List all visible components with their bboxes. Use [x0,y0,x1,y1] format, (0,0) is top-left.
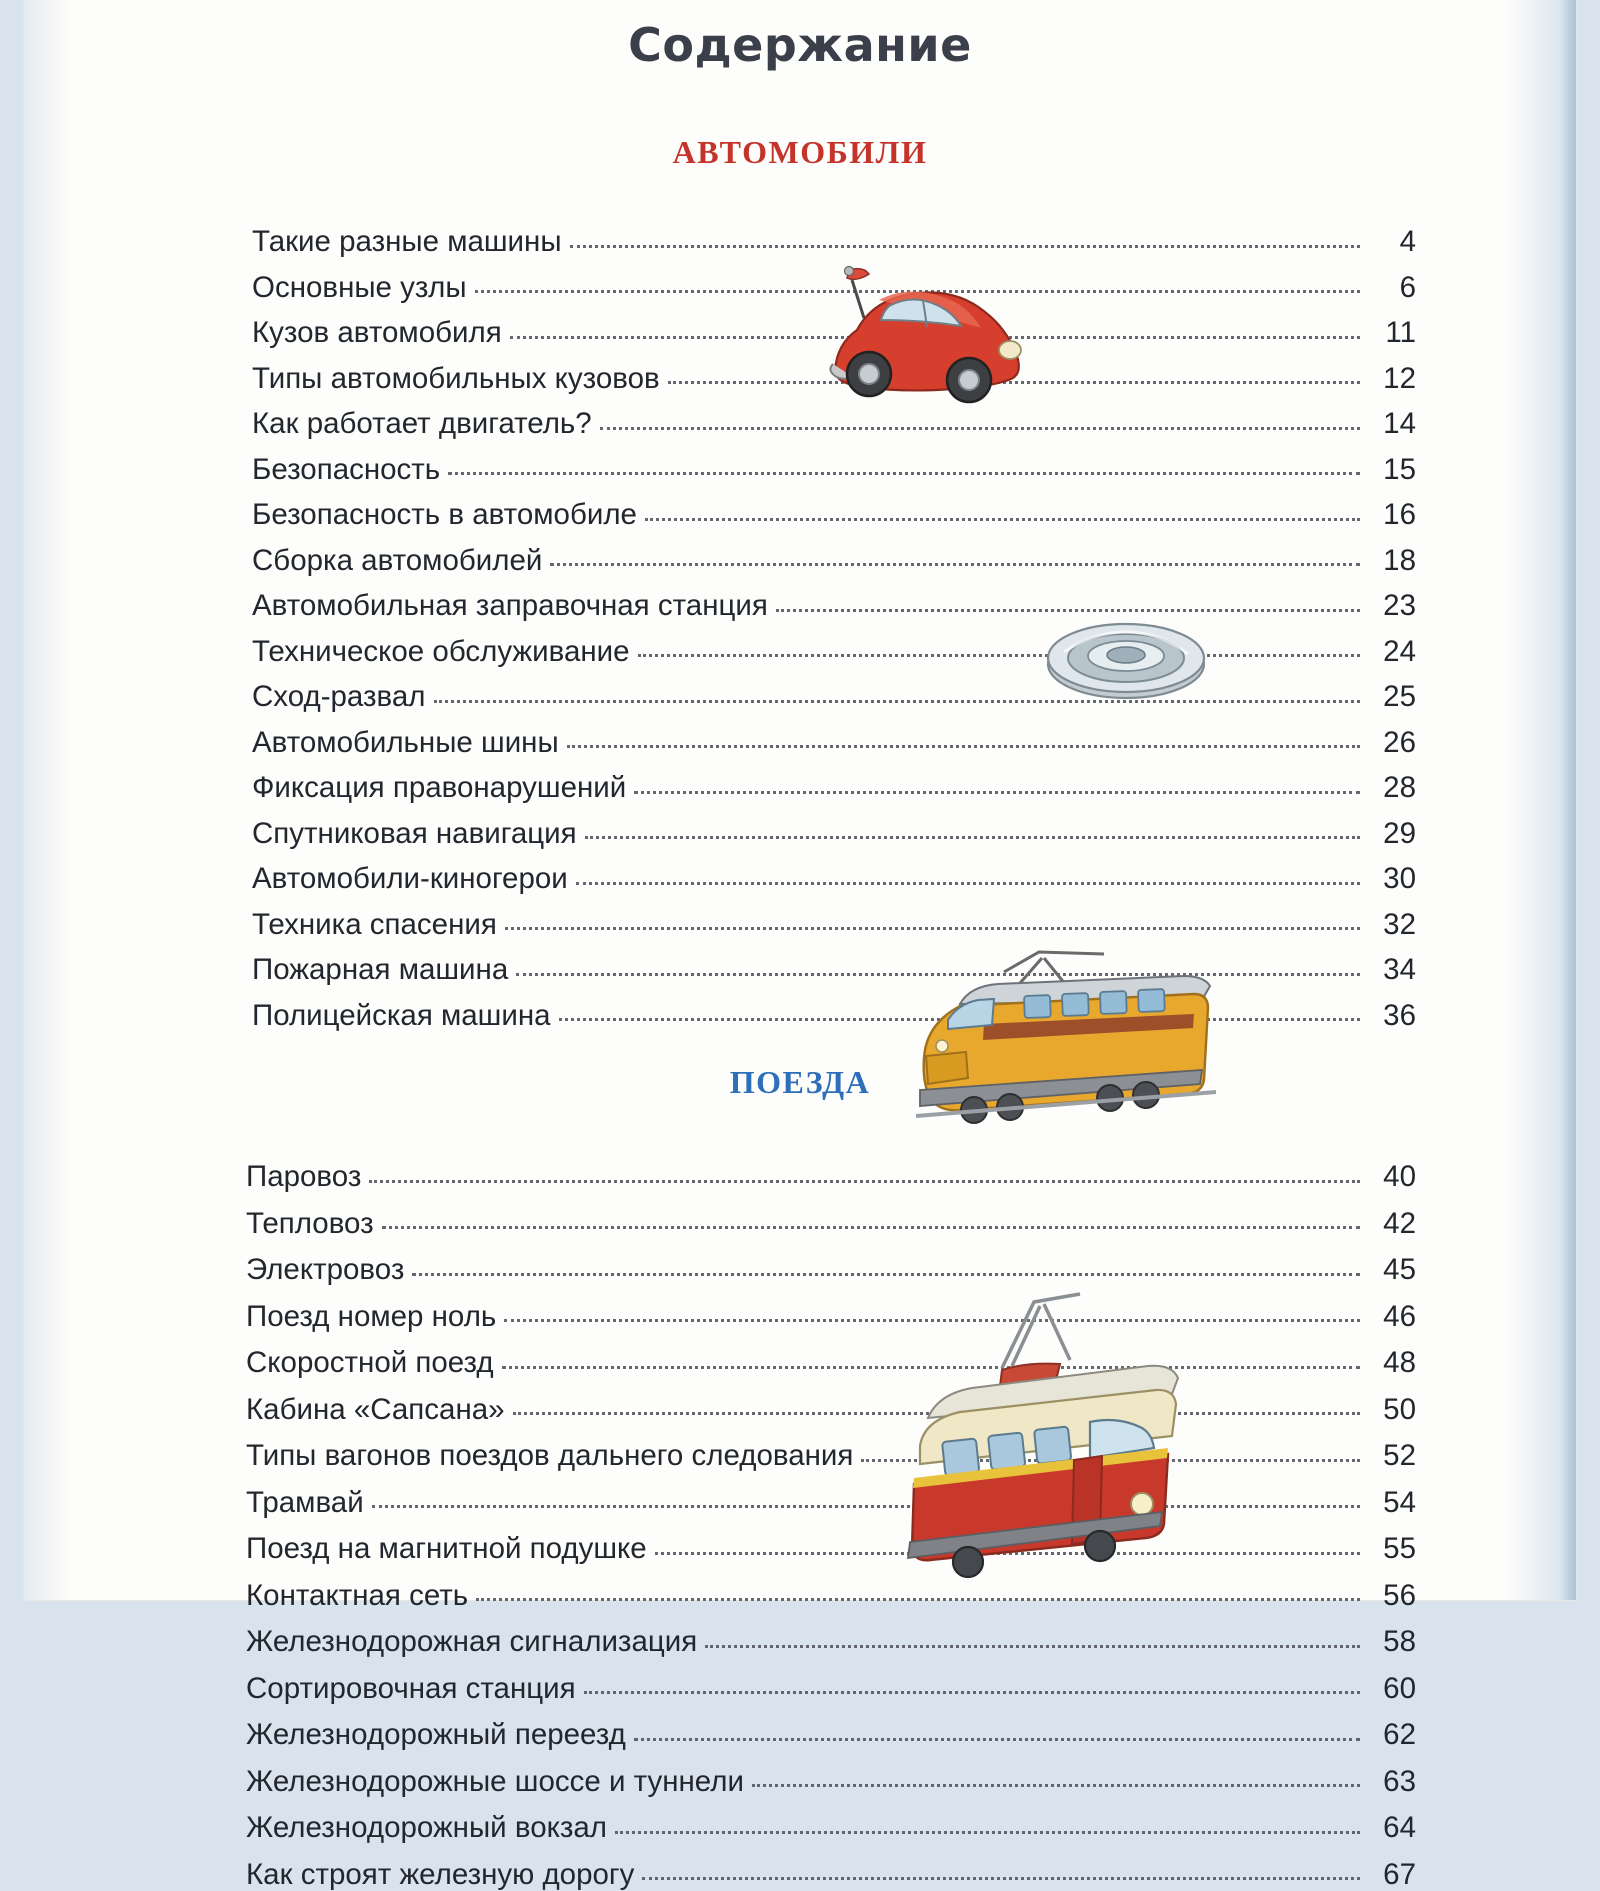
toc-entry-title: Контактная сеть [246,1578,469,1612]
toc-entry-title: Автомобильная заправочная станция [252,589,768,622]
book-page [24,0,1576,1891]
toc-entry-title: Типы автомобильных кузовов [252,361,660,395]
toc-leader [752,1784,1360,1787]
toc-entry[interactable] [24,1238,1576,1285]
toc-entry[interactable] [24,484,1576,530]
section-heading-cars: АВТОМОБИЛИ [672,134,928,170]
toc-entry-title: Электровоз [246,1253,405,1286]
toc-leader [510,336,1360,339]
toc-entry-title: Железнодорожная сигнализация [246,1625,698,1658]
toc-entry[interactable] [24,1192,1576,1239]
toc-entry-title: Сборка автомобилей [252,543,543,577]
toc-entry[interactable] [24,803,1576,849]
toc-entry-title: Пожарная машина [252,953,509,986]
toc-entry-title: Техническое обслуживание [252,634,630,668]
toc-entry-title: Паровоз [246,1160,362,1193]
toc-entry-title: Безопасность в автомобиле [252,498,637,531]
toc-leader [642,1877,1360,1880]
toc-entry-title: Железнодорожные шоссе и туннели [246,1764,744,1798]
toc-entry-title: Трамвай [246,1485,364,1519]
toc-list-cars [24,211,1576,1030]
toc-leader [570,245,1360,248]
toc-leader [434,700,1361,703]
toc-leader [475,290,1360,293]
toc-entry-title: Поезд номер ноль [246,1299,497,1333]
toc-entry-page: 23 [1383,589,1416,622]
toc-entry-page: 54 [1383,1485,1416,1519]
toc-leader [550,563,1360,566]
toc-entry[interactable] [24,1331,1576,1378]
toc-entry[interactable] [24,257,1576,303]
toc-entry-page: 11 [1385,316,1416,349]
page-title: Содержание [628,18,972,72]
toc-leader [502,1366,1360,1369]
toc-entry[interactable] [24,575,1576,621]
toc-entry-page: 52 [1383,1439,1416,1472]
toc-entry-title: Фиксация правонарушений [252,771,627,804]
toc-entry-page: 34 [1383,953,1416,986]
toc-leader [615,1831,1360,1834]
toc-leader [476,1598,1360,1601]
toc-entry-page: 50 [1383,1392,1416,1426]
toc-entry[interactable] [24,1843,1576,1890]
toc-entry-title: Сход-развал [252,680,426,713]
toc-leader [668,381,1360,384]
toc-entry-title: Как работает двигатель? [252,407,592,440]
toc-entry-page: 56 [1383,1578,1416,1612]
toc-leader [567,745,1360,748]
toc-entry[interactable] [24,1285,1576,1332]
toc-entry[interactable] [24,1145,1576,1192]
toc-entry-title: Железнодорожный переезд [246,1718,626,1751]
section-heading-trains: ПОЕЗДА [729,1064,871,1100]
toc-entry-page: 40 [1383,1160,1416,1193]
toc-entry-page: 26 [1383,725,1416,759]
toc-entry[interactable] [24,530,1576,576]
toc-entry-page: 63 [1383,1764,1416,1798]
toc-entry-title: Кабина «Сапсана» [246,1392,505,1426]
toc-leader [705,1645,1360,1648]
toc-entry[interactable] [24,1424,1576,1471]
toc-leader [516,973,1360,976]
toc-entry[interactable] [24,621,1576,667]
toc-entry-title: Железнодорожный вокзал [246,1811,607,1844]
toc-entry[interactable] [24,393,1576,439]
toc-entry[interactable] [24,757,1576,803]
toc-entry[interactable] [24,1703,1576,1750]
toc-entry-page: 46 [1383,1299,1416,1333]
toc-leader [634,1738,1360,1741]
toc-entry[interactable] [24,1378,1576,1425]
toc-leader [655,1552,1360,1555]
toc-list-trains [24,1145,1576,1889]
toc-leader [369,1180,1360,1183]
toc-entry[interactable] [24,1796,1576,1843]
toc-entry-page: 45 [1383,1253,1416,1286]
toc-entry[interactable] [24,1657,1576,1704]
toc-entry[interactable] [24,1610,1576,1657]
toc-leader [382,1226,1360,1229]
toc-leader [505,927,1360,930]
toc-entry-title: Техника спасения [252,907,497,941]
toc-entry[interactable] [24,211,1576,257]
toc-leader [600,427,1360,430]
toc-leader [584,1691,1360,1694]
toc-entry[interactable] [24,894,1576,940]
toc-entry-title: Кузов автомобиля [252,316,502,349]
toc-entry[interactable] [24,302,1576,348]
toc-leader [576,882,1360,885]
toc-entry-page: 16 [1383,498,1416,531]
toc-entry[interactable] [24,985,1576,1031]
toc-entry[interactable] [24,1564,1576,1611]
toc-entry-page: 55 [1383,1532,1416,1565]
toc-entry[interactable] [24,666,1576,712]
toc-entry-page: 14 [1383,407,1416,440]
toc-entry-page: 15 [1383,452,1416,486]
toc-entry-page: 6 [1399,270,1416,304]
toc-leader [585,836,1360,839]
toc-leader [372,1505,1360,1508]
toc-entry-title: Автомобили-киногерои [252,862,568,895]
toc-entry-page: 67 [1383,1857,1416,1891]
toc-entry-page: 48 [1383,1346,1416,1379]
toc-entry-page: 24 [1383,634,1416,668]
toc-entry-page: 36 [1383,998,1416,1032]
toc-entry-title: Автомобильные шины [252,725,559,759]
toc-entry[interactable] [24,348,1576,394]
toc-entry-page: 62 [1383,1718,1416,1751]
toc-entry-title: Основные узлы [252,270,467,304]
toc-entry-page: 18 [1383,543,1416,577]
toc-entry-page: 29 [1383,816,1416,850]
toc-entry-page: 25 [1383,680,1416,713]
toc-entry[interactable] [24,1750,1576,1797]
toc-leader [513,1412,1360,1415]
toc-entry-page: 30 [1383,862,1416,895]
toc-entry-page: 58 [1383,1625,1416,1658]
toc-entry-page: 42 [1383,1206,1416,1240]
toc-entry-page: 64 [1383,1811,1416,1844]
toc-leader [638,654,1360,657]
toc-leader [559,1018,1360,1021]
toc-leader [776,609,1360,612]
toc-entry-title: Типы вагонов поездов дальнего следования [246,1439,854,1472]
toc-entry-page: 60 [1383,1671,1416,1705]
toc-entry[interactable] [24,1517,1576,1564]
toc-entry-page: 28 [1383,771,1416,804]
toc-entry-title: Безопасность [252,452,441,486]
toc-entry-page: 4 [1399,225,1416,258]
toc-entry-title: Спутниковая навигация [252,816,577,850]
toc-entry[interactable] [24,848,1576,894]
toc-entry-title: Поезд на магнитной подушке [246,1532,647,1565]
toc-leader [861,1459,1360,1462]
toc-leader [634,791,1360,794]
toc-entry-page: 32 [1383,907,1416,941]
toc-entry-title: Сортировочная станция [246,1671,576,1705]
toc-entry[interactable] [24,712,1576,758]
toc-leader [412,1273,1360,1276]
toc-leader [448,472,1360,475]
toc-leader [645,518,1360,521]
toc-entry-title: Полицейская машина [252,998,551,1032]
toc-entry-title: Такие разные машины [252,225,562,258]
toc-entry[interactable] [24,439,1576,485]
toc-entry[interactable] [24,939,1576,985]
toc-entry-title: Скоростной поезд [246,1346,494,1379]
toc-entry[interactable] [24,1471,1576,1518]
toc-entry-title: Тепловоз [246,1206,374,1240]
toc-entry-page: 12 [1383,361,1416,395]
toc-entry-title: Как строят железную дорогу [246,1857,635,1891]
toc-leader [504,1319,1360,1322]
